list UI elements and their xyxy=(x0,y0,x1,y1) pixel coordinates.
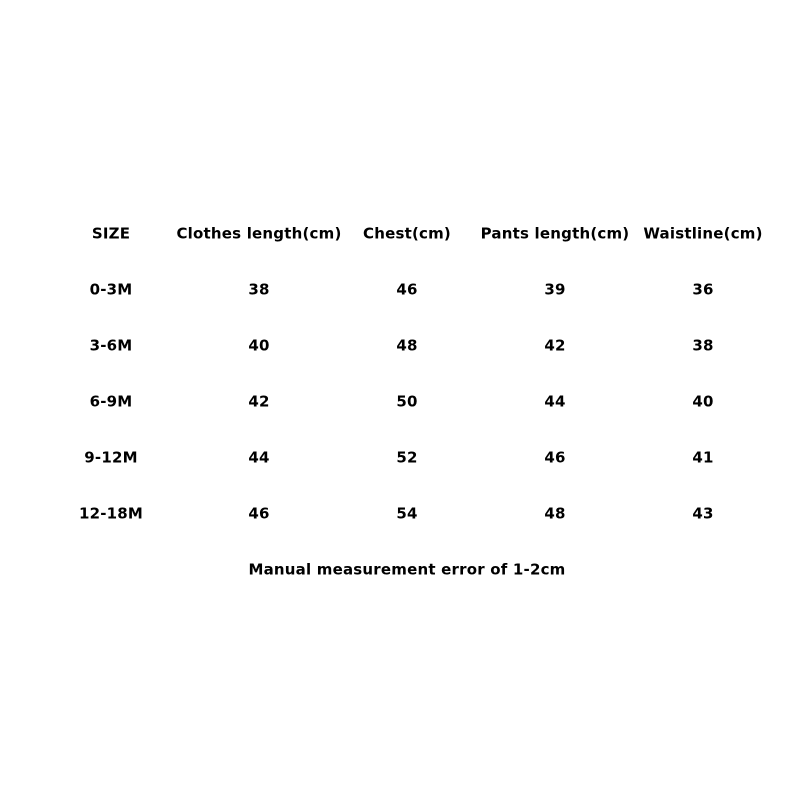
row-waistline: 38 xyxy=(692,336,714,355)
row-chest: 50 xyxy=(396,392,418,411)
row-size: 0-3M xyxy=(89,280,133,299)
row-chest: 46 xyxy=(396,280,418,299)
row-waistline: 43 xyxy=(692,504,714,523)
row-pants-length: 46 xyxy=(544,448,566,467)
row-size: 12-18M xyxy=(78,504,144,523)
row-size: 9-12M xyxy=(84,448,138,467)
header-chest: Chest(cm) xyxy=(363,224,451,243)
row-waistline: 36 xyxy=(692,280,714,299)
row-chest: 54 xyxy=(396,504,418,523)
header-size: SIZE xyxy=(91,224,131,243)
row-clothes-length: 42 xyxy=(248,392,270,411)
row-clothes-length: 38 xyxy=(248,280,270,299)
row-clothes-length: 44 xyxy=(248,448,270,467)
row-pants-length: 44 xyxy=(544,392,566,411)
row-pants-length: 39 xyxy=(544,280,566,299)
row-pants-length: 42 xyxy=(544,336,566,355)
row-clothes-length: 40 xyxy=(248,336,270,355)
row-chest: 52 xyxy=(396,448,418,467)
row-size: 3-6M xyxy=(89,336,133,355)
row-size: 6-9M xyxy=(89,392,133,411)
header-clothes-length: Clothes length(cm) xyxy=(176,224,342,243)
row-pants-length: 48 xyxy=(544,504,566,523)
row-waistline: 40 xyxy=(692,392,714,411)
header-waistline: Waistline(cm) xyxy=(643,224,763,243)
row-waistline: 41 xyxy=(692,448,714,467)
header-pants-length: Pants length(cm) xyxy=(480,224,630,243)
measurement-note: Manual measurement error of 1-2cm xyxy=(248,560,566,579)
row-chest: 48 xyxy=(396,336,418,355)
row-clothes-length: 46 xyxy=(248,504,270,523)
